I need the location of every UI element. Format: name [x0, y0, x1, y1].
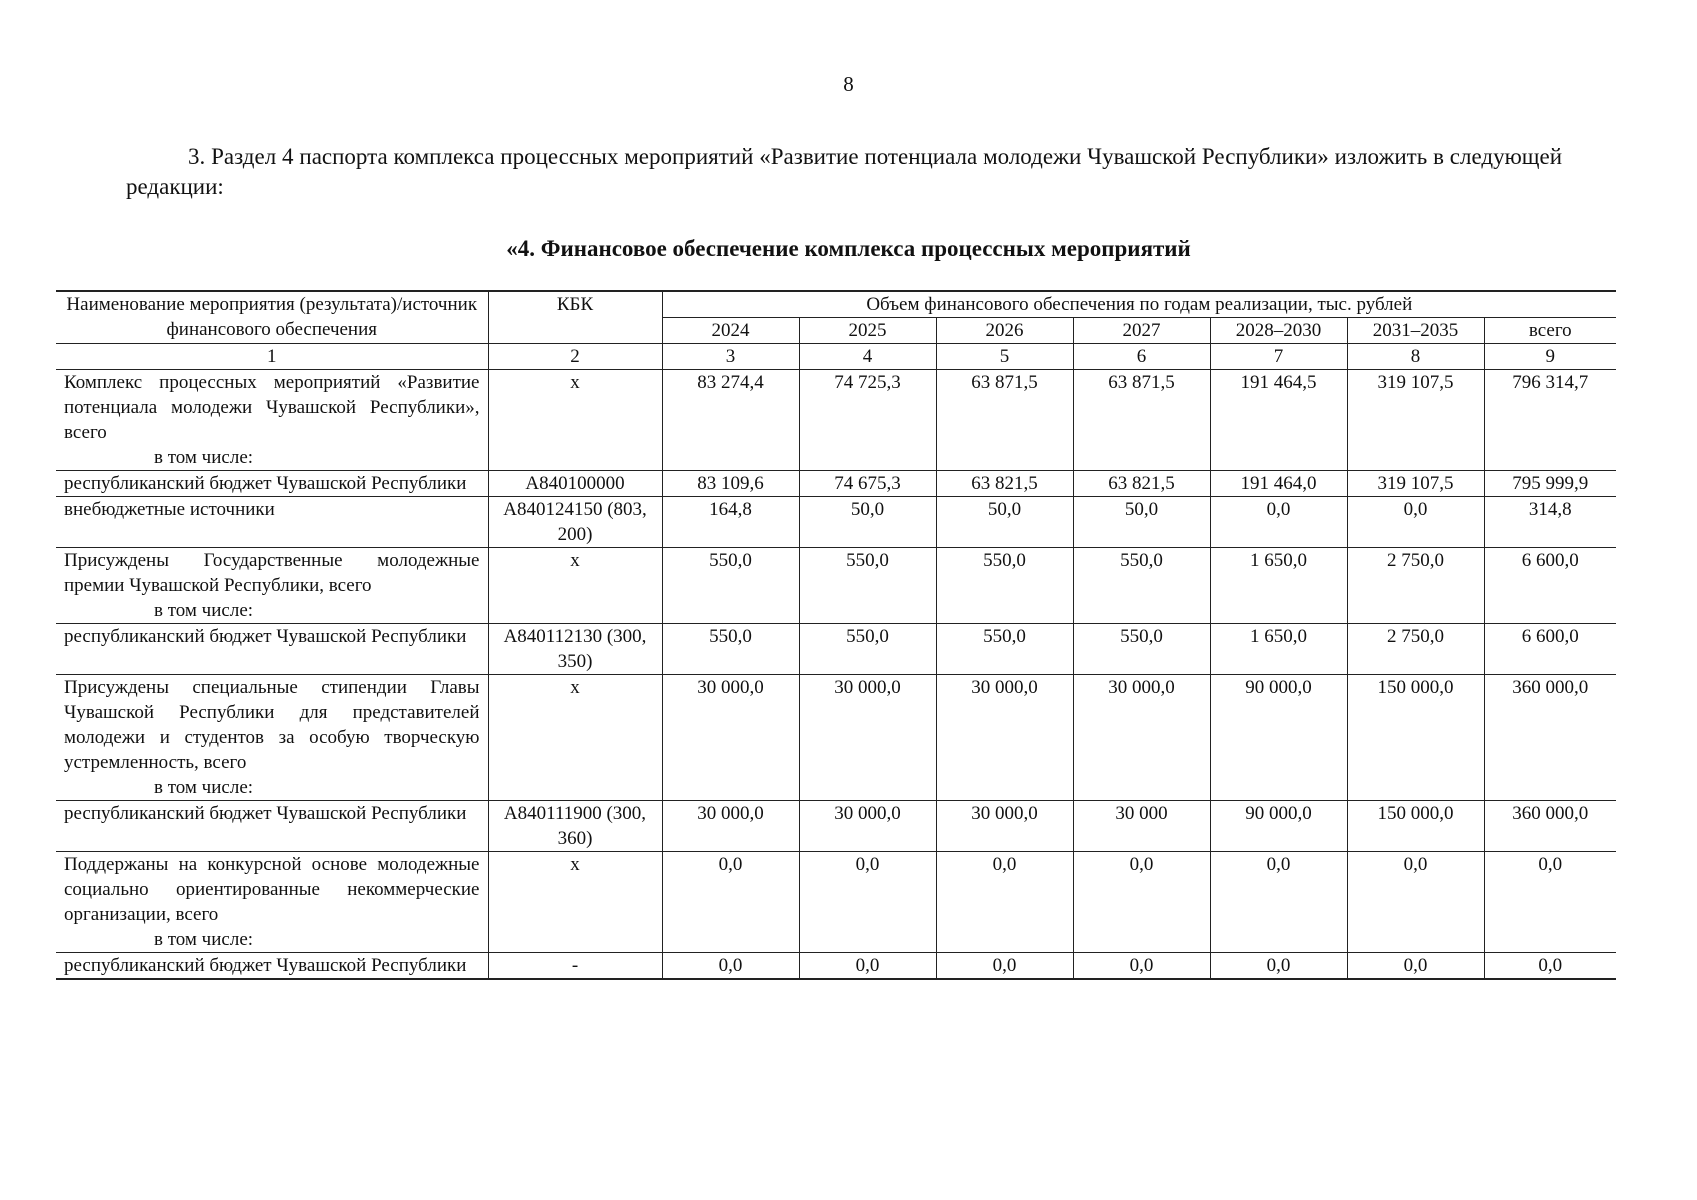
row-value: 6 600,0 [1484, 624, 1616, 675]
row-value: 83 274,4 [662, 370, 799, 471]
row-value: 0,0 [936, 953, 1073, 980]
table-row [56, 852, 1616, 953]
table-row [56, 548, 1616, 624]
row-value: 319 107,5 [1347, 370, 1484, 471]
row-value: 550,0 [799, 548, 936, 624]
table-row [56, 471, 1616, 497]
row-value: 0,0 [662, 953, 799, 980]
table-row [56, 624, 1616, 675]
header-year: 2031–2035 [1347, 318, 1484, 344]
row-value: 550,0 [1073, 624, 1210, 675]
row-value: 0,0 [1484, 852, 1616, 953]
header-row [56, 291, 1616, 318]
row-value: 30 000,0 [799, 801, 936, 852]
row-value: 360 000,0 [1484, 801, 1616, 852]
row-value: 74 675,3 [799, 471, 936, 497]
row-value: 30 000,0 [662, 675, 799, 801]
row-name-cell [56, 548, 488, 624]
row-value: 0,0 [936, 852, 1073, 953]
header-year: 2026 [936, 318, 1073, 344]
row-value: 1 650,0 [1210, 624, 1347, 675]
header-kbk: КБК [488, 291, 662, 344]
row-value: 164,8 [662, 497, 799, 548]
row-value: 6 600,0 [1484, 548, 1616, 624]
row-name: Поддержаны на конкурсной основе молодежные социально ориентированные некоммерческие организации, всего [64, 854, 480, 925]
row-kbk: x [488, 852, 662, 953]
row-value: 63 871,5 [1073, 370, 1210, 471]
column-number: 3 [662, 344, 799, 370]
table-row [56, 953, 1616, 980]
header-year: 2027 [1073, 318, 1210, 344]
column-number: 1 [56, 344, 488, 370]
header-name: Наименование мероприятия (результата)/источник финансового обеспечения [56, 291, 488, 344]
header-year: 2025 [799, 318, 936, 344]
table-row [56, 497, 1616, 548]
row-value: 0,0 [1073, 953, 1210, 980]
column-numbers-row [56, 344, 1616, 370]
row-value: 550,0 [936, 624, 1073, 675]
row-value: 191 464,0 [1210, 471, 1347, 497]
row-value: 550,0 [799, 624, 936, 675]
row-including-note: в том числе: [154, 929, 254, 950]
page-number: 8 [843, 72, 854, 96]
row-including-note: в том числе: [154, 600, 254, 621]
row-value: 191 464,5 [1210, 370, 1347, 471]
row-value: 63 821,5 [1073, 471, 1210, 497]
row-value: 30 000,0 [1073, 675, 1210, 801]
row-value: 550,0 [662, 624, 799, 675]
row-value: 63 821,5 [936, 471, 1073, 497]
row-value: 150 000,0 [1347, 675, 1484, 801]
row-value: 0,0 [1347, 497, 1484, 548]
row-value: 2 750,0 [1347, 624, 1484, 675]
row-kbk: А840100000 [488, 471, 662, 497]
row-value: 2 750,0 [1347, 548, 1484, 624]
row-value: 550,0 [936, 548, 1073, 624]
row-value: 90 000,0 [1210, 675, 1347, 801]
row-kbk: x [488, 370, 662, 471]
row-name-cell [56, 675, 488, 801]
row-value: 0,0 [1073, 852, 1210, 953]
row-name: Комплекс процессных мероприятий «Развитие потенциала молодежи Чувашской Республики», всего [64, 372, 480, 443]
header-year: 2028–2030 [1210, 318, 1347, 344]
row-name-cell [56, 801, 488, 852]
row-value: 90 000,0 [1210, 801, 1347, 852]
row-kbk: А840112130 (300, 350) [488, 624, 662, 675]
row-value: 50,0 [1073, 497, 1210, 548]
row-name-cell [56, 471, 488, 497]
row-name-cell [56, 370, 488, 471]
column-number: 9 [1484, 344, 1616, 370]
row-name-cell [56, 497, 488, 548]
header-year: 2024 [662, 318, 799, 344]
row-value: 0,0 [1347, 953, 1484, 980]
row-value: 30 000,0 [936, 675, 1073, 801]
financing-table [56, 290, 1616, 980]
row-value: 0,0 [1210, 953, 1347, 980]
row-value: 150 000,0 [1347, 801, 1484, 852]
section-heading: «4. Финансовое обеспечение комплекса процессных мероприятий [506, 236, 1191, 261]
table-row [56, 801, 1616, 852]
row-including-note: в том числе: [154, 447, 254, 468]
row-name-cell [56, 624, 488, 675]
row-value: 0,0 [1210, 497, 1347, 548]
row-value: 30 000,0 [936, 801, 1073, 852]
row-value: 0,0 [1347, 852, 1484, 953]
row-value: 0,0 [1210, 852, 1347, 953]
row-value: 319 107,5 [1347, 471, 1484, 497]
row-name: внебюджетные источники [64, 499, 275, 520]
column-number: 7 [1210, 344, 1347, 370]
column-number: 6 [1073, 344, 1210, 370]
row-name: республиканский бюджет Чувашской Республики [64, 803, 467, 824]
row-value: 1 650,0 [1210, 548, 1347, 624]
column-number: 8 [1347, 344, 1484, 370]
intro-paragraph: 3. Раздел 4 паспорта комплекса процессных мероприятий «Развитие потенциала молодежи Чувашской Республики» изложить в следующей редакции: [126, 144, 1562, 199]
row-value: 30 000 [1073, 801, 1210, 852]
row-value: 30 000,0 [662, 801, 799, 852]
row-kbk: x [488, 675, 662, 801]
row-value: 360 000,0 [1484, 675, 1616, 801]
row-name: республиканский бюджет Чувашской Республики [64, 473, 467, 494]
header-volume: Объем финансового обеспечения по годам реализации, тыс. рублей [662, 291, 1616, 318]
row-name: республиканский бюджет Чувашской Республики [64, 955, 467, 976]
row-name-cell [56, 852, 488, 953]
header-year: всего [1484, 318, 1616, 344]
column-number: 2 [488, 344, 662, 370]
row-name: Присуждены специальные стипендии Главы Чувашской Республики для представителей молодежи и студентов за особую творческую устремленность, всего [64, 677, 480, 773]
row-value: 314,8 [1484, 497, 1616, 548]
row-kbk: - [488, 953, 662, 980]
row-value: 550,0 [662, 548, 799, 624]
row-value: 0,0 [662, 852, 799, 953]
row-kbk: А840111900 (300, 360) [488, 801, 662, 852]
row-name: Присуждены Государственные молодежные премии Чувашской Республики, всего [64, 550, 480, 596]
column-number: 5 [936, 344, 1073, 370]
column-number: 4 [799, 344, 936, 370]
row-value: 50,0 [936, 497, 1073, 548]
row-value: 795 999,9 [1484, 471, 1616, 497]
table-row [56, 675, 1616, 801]
row-value: 0,0 [1484, 953, 1616, 980]
row-name: республиканский бюджет Чувашской Республики [64, 626, 467, 647]
row-kbk: x [488, 548, 662, 624]
row-value: 74 725,3 [799, 370, 936, 471]
row-value: 0,0 [799, 953, 936, 980]
row-value: 83 109,6 [662, 471, 799, 497]
table-row [56, 370, 1616, 471]
row-value: 50,0 [799, 497, 936, 548]
row-value: 796 314,7 [1484, 370, 1616, 471]
row-kbk: А840124150 (803, 200) [488, 497, 662, 548]
row-value: 550,0 [1073, 548, 1210, 624]
row-name-cell [56, 953, 488, 980]
row-value: 30 000,0 [799, 675, 936, 801]
row-value: 0,0 [799, 852, 936, 953]
row-including-note: в том числе: [154, 777, 254, 798]
row-value: 63 871,5 [936, 370, 1073, 471]
